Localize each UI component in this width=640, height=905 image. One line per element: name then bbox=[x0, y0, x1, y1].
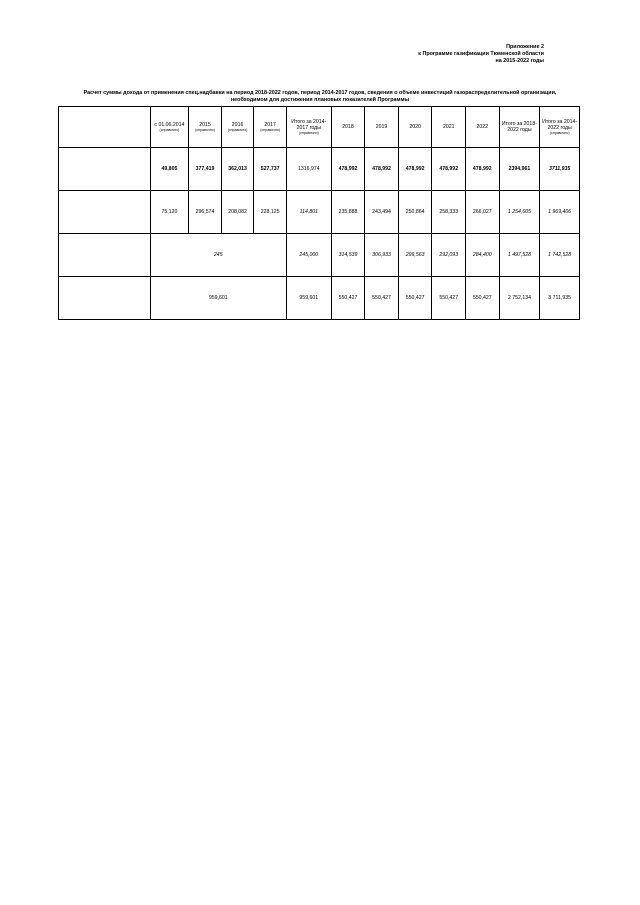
header-row bbox=[59, 107, 580, 148]
column-header bbox=[254, 107, 287, 148]
table-cell: 362,013 bbox=[221, 148, 254, 191]
column-header-label: 2020 bbox=[409, 123, 421, 130]
column-header bbox=[365, 107, 399, 148]
column-header bbox=[499, 107, 540, 148]
column-header bbox=[221, 107, 254, 148]
table-cell: 314,539 bbox=[331, 234, 365, 277]
column-header bbox=[432, 107, 466, 148]
column-header bbox=[466, 107, 500, 148]
table-cell: 959,601 bbox=[286, 277, 331, 320]
table-cell: 1 254,605 bbox=[499, 191, 540, 234]
row-label bbox=[59, 148, 151, 191]
column-header-note: (справочно) bbox=[298, 131, 319, 135]
table-cell: 114,801 bbox=[286, 191, 331, 234]
table-cell: 550,427 bbox=[331, 277, 365, 320]
table-cell: 3711,935 bbox=[540, 148, 580, 191]
table-cell: 478,992 bbox=[331, 148, 365, 191]
title-line: Расчет суммы дохода от применения спец.надбавки на период 2018-2022 годов, период 2014-2017 годов, сведения о объеме инвестиций газораспределительной организации, bbox=[83, 90, 557, 96]
merged-cell: 959,601 bbox=[150, 277, 286, 320]
table-cell: 245,000 bbox=[286, 234, 331, 277]
table-cell: 550,427 bbox=[398, 277, 432, 320]
table-cell: 266,027 bbox=[466, 191, 500, 234]
column-header-label: Итого за 2014-2017 годы bbox=[291, 118, 327, 131]
table-cell: 296,574 bbox=[189, 191, 222, 234]
table-cell: 299,563 bbox=[398, 234, 432, 277]
column-header-label: 2021 bbox=[442, 123, 455, 130]
column-header-label: 2017 bbox=[264, 121, 276, 128]
merged-cell: 245 bbox=[150, 234, 286, 277]
table-cell: 284,400 bbox=[466, 234, 500, 277]
row-label bbox=[59, 191, 151, 234]
column-header-label: Итого за 2018-2022 годы bbox=[501, 120, 537, 133]
table-cell: 377,419 bbox=[189, 148, 222, 191]
appendix-line: Приложение 2 bbox=[506, 44, 544, 50]
table-cell: 478,992 bbox=[466, 148, 500, 191]
row-label bbox=[59, 277, 151, 320]
column-header bbox=[286, 107, 331, 148]
table-row bbox=[59, 148, 580, 191]
table-cell: 208,082 bbox=[221, 191, 254, 234]
document-title bbox=[60, 90, 580, 104]
column-header-note: (справочно) bbox=[260, 127, 281, 132]
table-cell: 1316,974 bbox=[286, 148, 331, 191]
row-label bbox=[59, 234, 151, 277]
column-header-label: Итого за 2014-2022 годы bbox=[542, 118, 578, 131]
table-cell: 2 752,134 bbox=[499, 277, 540, 320]
column-header bbox=[189, 107, 222, 148]
appendix-line: на 2015-2022 годы bbox=[495, 58, 544, 64]
column-header bbox=[59, 107, 151, 148]
column-header-note: (справочно) bbox=[159, 127, 180, 132]
column-header-note: (справочно) bbox=[227, 127, 248, 132]
column-header-label: 2022 bbox=[476, 123, 489, 130]
column-header bbox=[398, 107, 432, 148]
table-row bbox=[59, 277, 580, 320]
table-cell: 49,805 bbox=[150, 148, 189, 191]
table-cell: 550,427 bbox=[365, 277, 399, 320]
column-header bbox=[540, 107, 580, 148]
table-row bbox=[59, 191, 580, 234]
table-cell: 550,427 bbox=[466, 277, 500, 320]
table-cell: 235,888 bbox=[331, 191, 365, 234]
column-header-label: 2019 bbox=[375, 123, 388, 130]
appendix-note bbox=[418, 44, 544, 65]
table-cell: 3 711,935 bbox=[540, 277, 580, 320]
table-cell: 306,933 bbox=[365, 234, 399, 277]
data-table bbox=[58, 106, 580, 320]
table-cell: 228,125 bbox=[254, 191, 287, 234]
column-header-label: 2018 bbox=[342, 123, 354, 130]
column-header-label: с 01.06.2014 bbox=[154, 121, 185, 128]
table-cell: 1 742,528 bbox=[540, 234, 580, 277]
column-header-label: 2016 bbox=[231, 121, 244, 128]
table-cell: 1 497,528 bbox=[499, 234, 540, 277]
table-cell: 550,427 bbox=[432, 277, 466, 320]
title-line: необходимом для достижения плановых показателей Программы bbox=[230, 97, 410, 103]
table-cell: 478,992 bbox=[432, 148, 466, 191]
table-cell: 75,120 bbox=[150, 191, 189, 234]
table-cell: 2394,961 bbox=[499, 148, 540, 191]
table-cell: 478,992 bbox=[398, 148, 432, 191]
column-header-note: (справочно) bbox=[195, 127, 215, 132]
table-cell: 292,093 bbox=[432, 234, 466, 277]
table-cell: 243,494 bbox=[365, 191, 399, 234]
column-header-note: (справочно) bbox=[549, 131, 570, 135]
table-cell: 527,737 bbox=[254, 148, 287, 191]
table-cell: 478,992 bbox=[365, 148, 399, 191]
column-header bbox=[150, 107, 189, 148]
table-cell: 250,864 bbox=[398, 191, 432, 234]
table-cell: 258,333 bbox=[432, 191, 466, 234]
table-cell: 1 969,406 bbox=[540, 191, 580, 234]
table-row bbox=[59, 234, 580, 277]
appendix-line: к Программе газификации Тюменской области bbox=[418, 51, 544, 57]
column-header bbox=[331, 107, 365, 148]
column-header-label: 2015 bbox=[199, 121, 211, 128]
